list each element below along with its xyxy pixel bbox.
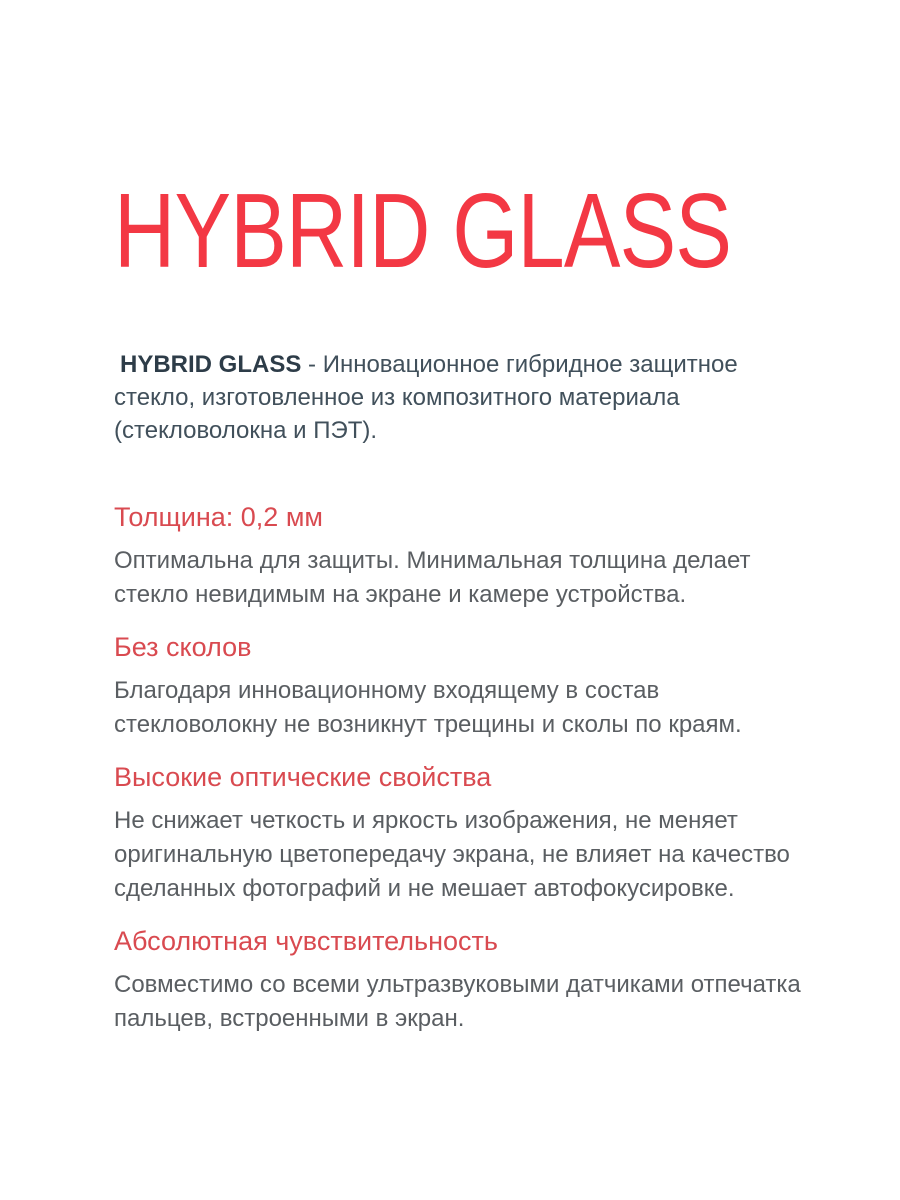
section-thickness-body: Оптимальна для защиты. Минимальная толщина делает стекло невидимым на экране и камере устройства. (114, 547, 751, 608)
section-thickness-heading: Толщина: 0,2 мм (114, 502, 323, 532)
section-thickness (114, 501, 826, 612)
section-no-chips (114, 631, 826, 742)
section-optical-properties (114, 761, 826, 906)
intro-paragraph (114, 348, 766, 447)
section-optical-properties-heading: Высокие оптические свойства (114, 762, 492, 792)
feature-sections (114, 501, 826, 1036)
section-sensitivity (114, 925, 826, 1036)
intro-product-name: HYBRID GLASS (120, 351, 302, 378)
intro-description: - Инновационное гибридное защитное стекло, изготовленное из композитного материала (стекловолокна и ПЭТ). (114, 351, 738, 444)
section-sensitivity-heading: Абсолютная чувствительность (114, 926, 498, 956)
section-optical-properties-body: Не снижает четкость и яркость изображения, не меняет оригинальную цветопередачу экрана, не влияет на качество сделанных фотографий и не мешает автофокусировке. (114, 807, 790, 902)
section-no-chips-heading: Без сколов (114, 632, 252, 662)
page-title: HYBRID GLASS (114, 172, 732, 290)
section-sensitivity-body: Совместимо со всеми ультразвуковыми датчиками отпечатка пальцев, встроенными в экран. (114, 971, 801, 1032)
section-no-chips-body: Благодаря инновационному входящему в состав стекловолокну не возникнут трещины и сколы по краям. (114, 677, 742, 738)
